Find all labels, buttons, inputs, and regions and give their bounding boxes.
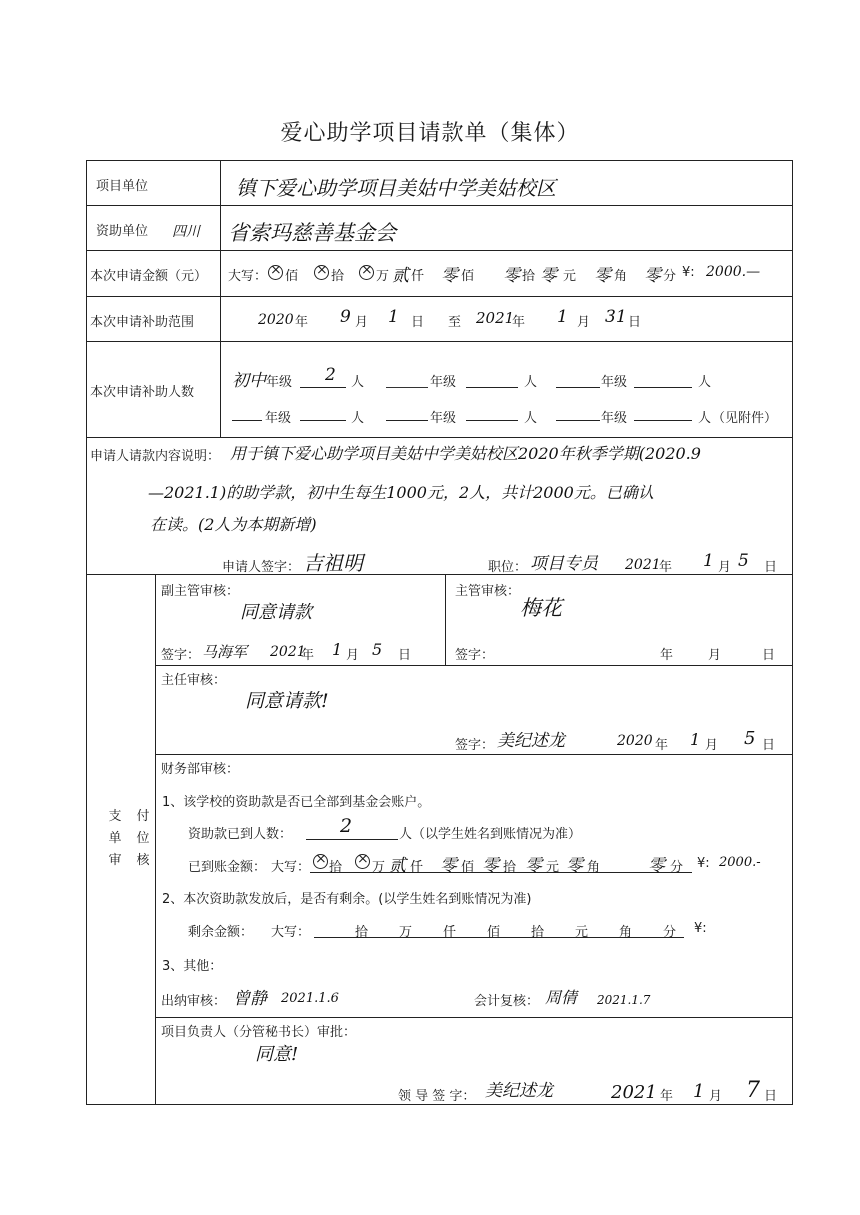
chief-comment: 梅花 (520, 596, 562, 620)
amount-yen-label: ¥: (682, 265, 695, 280)
deputy-comment: 同意请款 (240, 602, 312, 623)
written-digit: 贰 (392, 266, 409, 286)
explanation-line-1: 用于镇下爱心助学项目美姑中学美姑校区2020年秋季学期(2020.9 (230, 444, 701, 463)
unit-bai: 佰 (461, 269, 475, 284)
fill-line (466, 420, 518, 421)
period-end-day: 31 (605, 307, 627, 327)
remain-label: 剩余金额： (188, 925, 254, 940)
chief-day-unit: 日 (762, 648, 776, 663)
leader-month: 1 (693, 1081, 705, 1102)
remain-daxie-label: 大写： (271, 925, 311, 940)
leader-year-unit: 年 (660, 1089, 674, 1104)
deputy-year: 2021 (270, 644, 306, 660)
side-label: 支 单 审 付 位 核 (108, 809, 150, 868)
director-month: 1 (690, 730, 701, 749)
col-divider (220, 160, 221, 437)
deputy-month: 1 (332, 640, 343, 659)
leader-comment: 同意! (255, 1044, 299, 1065)
unit-shi: 拾 (503, 860, 517, 875)
deputy-sig-label: 签字： (161, 648, 201, 663)
arrived-daxie-label: 大写： (271, 860, 311, 875)
person-unit: 人 (698, 411, 712, 426)
explanation-label: 申请人请款内容说明： (90, 449, 221, 464)
finance-q3: 3、其他： (162, 959, 223, 974)
fill-line (386, 420, 428, 421)
month-unit: 月 (346, 648, 360, 663)
fill-line (556, 420, 600, 421)
month-unit: 月 (718, 560, 732, 575)
count-grade-1: 初中 (232, 371, 266, 391)
cashier-date: 2021.1.6 (281, 991, 339, 1006)
cashier-signature: 曾静 (233, 989, 267, 1009)
unit-qian: 仟 (411, 269, 425, 284)
accountant-date: 2021.1.7 (597, 993, 651, 1007)
unit-shi: 拾 (329, 860, 343, 875)
written-digit: 零 (440, 856, 457, 876)
row-divider (155, 665, 793, 666)
strike-circle-icon (268, 265, 283, 280)
amount-yen-value: 2000.— (706, 264, 761, 280)
month-unit: 月 (705, 738, 719, 753)
unit-jiao: 角 (587, 860, 601, 875)
unit-qian: 仟 (410, 860, 424, 875)
director-sig-label: 签字： (455, 738, 495, 753)
period-to: 至 (448, 315, 462, 330)
row-divider (86, 250, 793, 251)
applicant-sig-label: 申请人签字： (222, 560, 301, 575)
leader-year: 2021 (611, 1082, 657, 1103)
unit-wan: 万 (372, 860, 386, 875)
finance-label: 财务部审核： (161, 762, 240, 777)
period-day-unit: 日 (628, 315, 642, 330)
unit-shi: 拾 (331, 269, 345, 284)
strike-circle-icon (355, 854, 370, 869)
unit-bai: 佰 (461, 860, 475, 875)
period-end-year: 2021 (476, 309, 515, 327)
row-divider (155, 754, 793, 755)
unit-jiao: 角 (614, 269, 628, 284)
applicant-day: 5 (738, 551, 749, 571)
form-title: 爱心助学项目请款单（集体） (280, 121, 580, 146)
fill-line (300, 387, 346, 388)
funding-unit-prefix: 四川 (172, 224, 200, 240)
unit-fen: 分 (663, 925, 677, 940)
row-divider (86, 296, 793, 297)
period-label: 本次申请补助范围 (90, 315, 195, 330)
year-unit: 年 (301, 648, 315, 663)
fill-line (634, 387, 692, 388)
fill-line (310, 872, 692, 873)
leader-day-unit: 日 (764, 1089, 778, 1104)
fill-line (232, 420, 262, 421)
written-digit: 零 (503, 266, 520, 286)
row-divider (86, 341, 793, 342)
strike-circle-icon (314, 265, 329, 280)
written-digit: 零 (648, 856, 665, 876)
leader-month-unit: 月 (709, 1089, 723, 1104)
unit-shi: 拾 (355, 925, 369, 940)
unit-jiao: 角 (619, 925, 633, 940)
person-unit: 人 (524, 375, 538, 390)
row-divider (86, 205, 793, 206)
chief-sig-label: 签字： (455, 648, 495, 663)
accountant-label: 会计复核： (474, 994, 540, 1009)
annex-note: （见附件） (712, 411, 778, 426)
row-divider (155, 1017, 793, 1018)
period-start-year: 2020 (258, 312, 294, 328)
strike-circle-icon (313, 854, 328, 869)
period-day-unit: 日 (411, 315, 425, 330)
arrived-label: 资助款已到人数： (188, 827, 293, 842)
unit-shi: 拾 (522, 269, 536, 284)
amount-label: 本次申请金额（元） (90, 269, 208, 284)
written-digit: 零 (540, 266, 557, 286)
arrived-amount-label: 已到账金额： (188, 860, 267, 875)
explanation-line-2: —2021.1)的助学款，初中生每生1000元，2人，共计2000元。已确认 (148, 483, 654, 502)
grade-unit: 年级 (430, 411, 457, 426)
leader-signature: 美纪述龙 (485, 1081, 553, 1101)
written-digit: 贰 (389, 856, 406, 876)
director-year: 2020 (617, 733, 653, 749)
written-digit: 零 (525, 856, 542, 876)
period-start-month: 9 (340, 307, 351, 327)
person-unit: 人 (351, 411, 365, 426)
arrived-yen-label: ¥: (697, 856, 710, 871)
written-digit: 零 (482, 856, 499, 876)
chief-year-unit: 年 (660, 648, 674, 663)
person-unit: 人 (351, 375, 365, 390)
written-digit: 零 (644, 266, 661, 286)
amount-daxie-label: 大写： (228, 269, 268, 284)
grade-unit: 年级 (430, 375, 457, 390)
period-start-day: 1 (388, 307, 399, 327)
fill-line (300, 420, 346, 421)
grade-unit: 年级 (601, 411, 628, 426)
period-month-unit: 月 (355, 315, 369, 330)
person-unit: 人 (698, 375, 712, 390)
arrived-count: 2 (340, 815, 353, 837)
written-digit: 零 (594, 266, 611, 286)
fill-line (306, 839, 398, 840)
day-unit: 日 (764, 560, 778, 575)
year-unit: 年 (659, 560, 673, 575)
day-unit: 日 (762, 738, 776, 753)
period-end-month: 1 (557, 307, 568, 327)
grade-unit: 年级 (265, 411, 292, 426)
cashier-label: 出纳审核： (161, 994, 227, 1009)
funding-unit-label: 资助单位 (96, 224, 149, 239)
unit-bai: 佰 (285, 269, 299, 284)
director-day: 5 (744, 728, 756, 749)
written-digit: 零 (566, 856, 583, 876)
applicant-year: 2021 (625, 557, 661, 573)
unit-wan: 万 (376, 269, 390, 284)
chief-label: 主管审核： (455, 584, 521, 599)
unit-yuan: 元 (563, 269, 577, 284)
leader-sig-label: 领 导 签 字： (398, 1089, 476, 1104)
chief-month-unit: 月 (708, 648, 722, 663)
unit-wan: 万 (399, 925, 413, 940)
period-year-unit: 年 (295, 315, 309, 330)
project-unit-label: 项目单位 (96, 179, 149, 194)
unit-qian: 仟 (443, 925, 457, 940)
accountant-signature: 周倩 (545, 988, 578, 1007)
deputy-label: 副主管审核： (161, 584, 240, 599)
applicant-month: 1 (703, 551, 714, 571)
arrived-yen-value: 2000.- (719, 855, 761, 870)
director-label: 主任审核： (161, 673, 227, 688)
unit-fen: 分 (670, 860, 684, 875)
fill-line (556, 387, 600, 388)
unit-yuan: 元 (546, 860, 560, 875)
deputy-day: 5 (372, 640, 383, 659)
count-label: 本次申请补助人数 (90, 385, 195, 400)
period-month-unit: 月 (577, 315, 591, 330)
person-unit: 人 (524, 411, 538, 426)
project-unit-value: 镇下爱心助学项目美姑中学美姑校区 (236, 176, 556, 200)
leader-day: 7 (746, 1078, 760, 1103)
position-value: 项目专员 (530, 554, 598, 574)
unit-yuan: 元 (575, 925, 589, 940)
fill-line (466, 387, 518, 388)
col-divider (445, 574, 446, 665)
unit-bai: 佰 (487, 925, 501, 940)
leader-label: 项目负责人（分管秘书长）审批： (161, 1025, 357, 1040)
arrived-note: 人（以学生姓名到账情况为准） (399, 827, 582, 842)
period-year-unit: 年 (512, 315, 526, 330)
director-comment: 同意请款! (245, 690, 329, 712)
deputy-signature: 马海军 (202, 643, 248, 661)
row-divider (86, 437, 793, 438)
remain-yen-label: ¥: (694, 921, 707, 936)
day-unit: 日 (398, 648, 412, 663)
strike-circle-icon (359, 265, 374, 280)
count-value-1: 2 (325, 365, 336, 385)
year-unit: 年 (655, 738, 669, 753)
director-signature: 美纪述龙 (497, 731, 565, 751)
grade-unit: 年级 (266, 375, 293, 390)
position-label: 职位： (488, 560, 528, 575)
row-divider (86, 574, 793, 575)
explanation-line-3: 在读。(2人为本期新增) (150, 515, 317, 534)
unit-fen: 分 (663, 269, 677, 284)
unit-shi: 拾 (531, 925, 545, 940)
applicant-signature: 吉祖明 (303, 551, 363, 575)
fill-line (634, 420, 692, 421)
fill-line (386, 387, 428, 388)
written-digit: 零 (441, 266, 458, 286)
finance-q2: 2、本次资助款发放后，是否有剩余。(以学生姓名到账情况为准) (162, 892, 532, 907)
funding-unit-value: 省索玛慈善基金会 (228, 221, 396, 245)
grade-unit: 年级 (601, 375, 628, 390)
finance-q1: 1、该学校的资助款是否已全部到基金会账户。 (162, 795, 431, 810)
